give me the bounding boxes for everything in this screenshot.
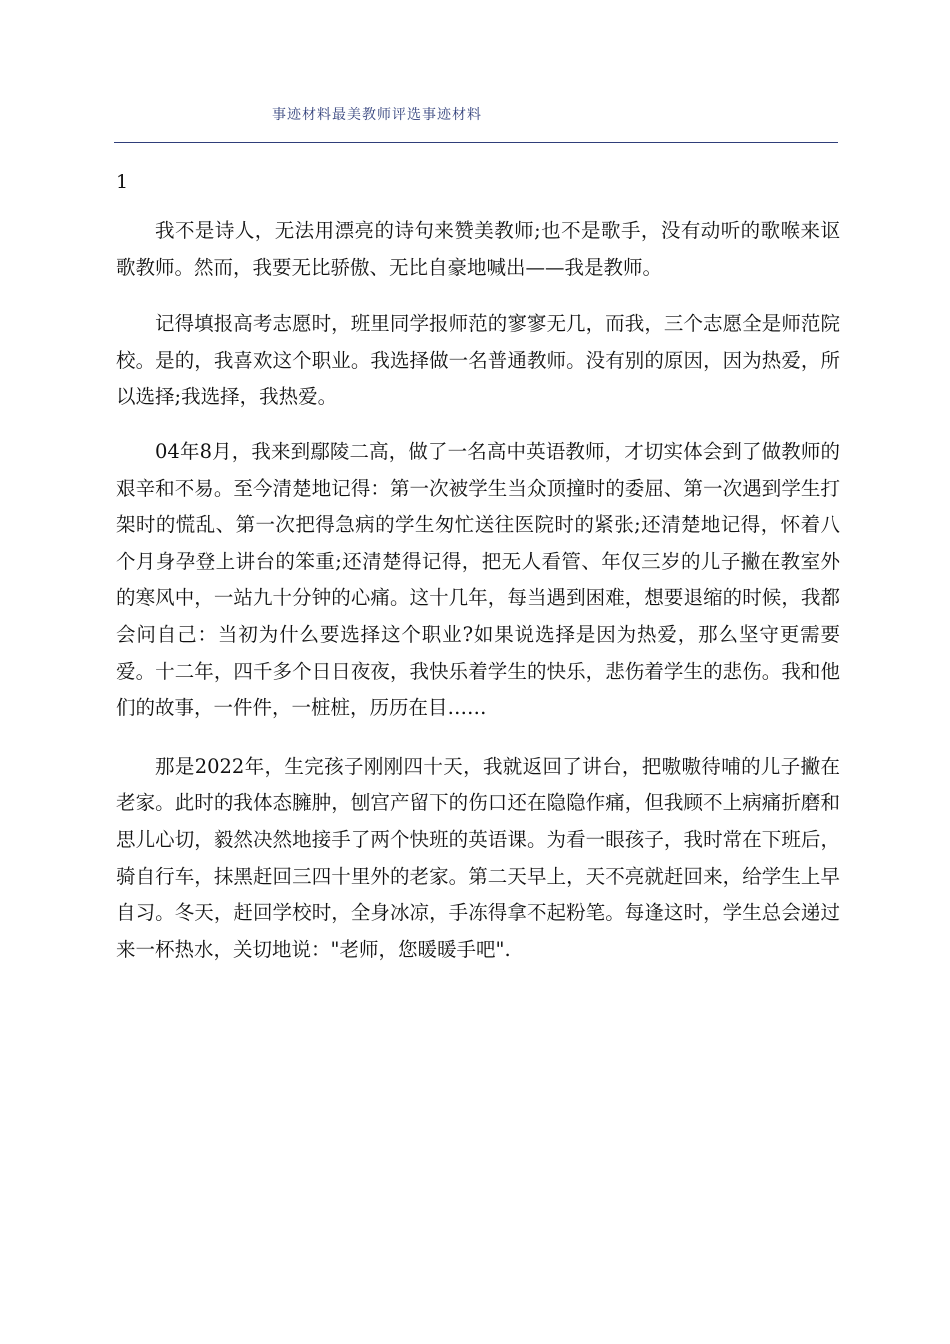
body-paragraph: 那是2022年，生完孩子刚刚四十天，我就返回了讲台，把嗷嗷待哺的儿子撇在老家。此时的我体态臃肿，刨宫产留下的伤口还在隐隐作痛，但我顾不上病痛折磨和思儿心切，毅然决然地接手了两个快班的英语课。为看一眼孩子，我时常在下班后，骑自行车，抹黑赶回三四十里外的老家。第二天早上，天不亮就赶回来，给学生上早自习。冬天，赶回学校时，全身冰凉，手冻得拿不起粉笔。每逢这时，学生总会递过来一杯热水，关切地说："老师，您暖暖手吧".	[116, 754, 840, 961]
page-header-title: 事迹材料最美教师评选事迹材料	[272, 107, 482, 123]
body-paragraph: 记得填报高考志愿时，班里同学报师范的寥寥无几，而我，三个志愿全是师范院校。是的，我喜欢这个职业。我选择做一名普通教师。没有别的原因，因为热爱，所以选择;我选择，我热爱。	[116, 312, 840, 409]
page-number: 1	[116, 171, 129, 193]
header-divider	[114, 142, 838, 143]
document-body	[116, 213, 840, 990]
body-paragraph: 04年8月，我来到鄢陵二高，做了一名高中英语教师，才切实体会到了做教师的艰辛和不易。至今清楚地记得：第一次被学生当众顶撞时的委屈、第一次遇到学生打架时的慌乱、第一次把得急病的学生匆忙送往医院时的紧张;还清楚地记得，怀着八个月身孕登上讲台的笨重;还清楚得记得，把无人看管、年仅三岁的儿子撇在教室外的寒风中，一站九十分钟的心痛。这十几年，每当遇到困难，想要退缩的时候，我都会问自己：当初为什么要选择这个职业?如果说选择是因为热爱，那么坚守更需要爱。十二年，四千多个日日夜夜，我快乐着学生的快乐，悲伤着学生的悲伤。我和他们的故事，一件件，一桩桩，历历在目……	[116, 439, 840, 720]
body-paragraph: 我不是诗人，无法用漂亮的诗句来赞美教师;也不是歌手，没有动听的歌喉来讴歌教师。然而，我要无比骄傲、无比自豪地喊出——我是教师。	[116, 219, 840, 279]
